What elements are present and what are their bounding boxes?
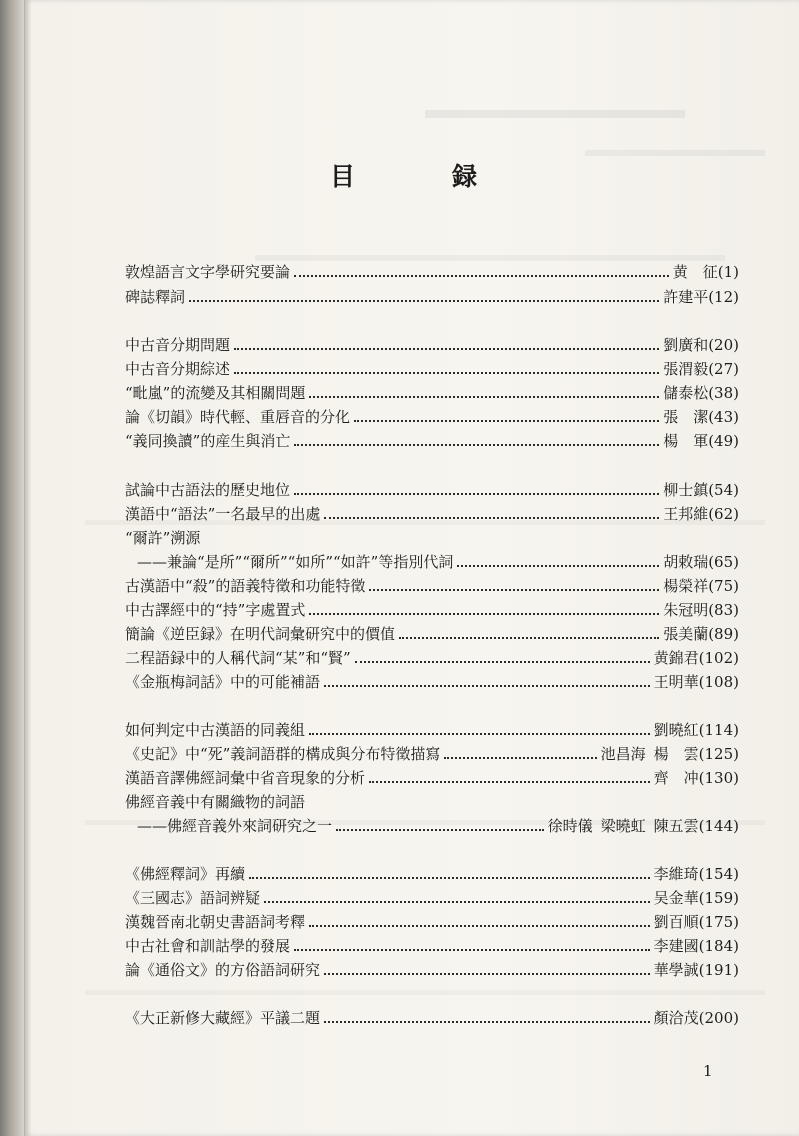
entry-title: 中古音分期綜述 (125, 360, 231, 378)
entry-title: 簡論《逆臣録》在明代詞彙研究中的價值 (125, 625, 396, 643)
leader-dots (309, 911, 650, 927)
entry-author-page: 王明華(108) (653, 673, 739, 691)
toc-entry (125, 333, 739, 357)
leader-dots (354, 406, 659, 422)
toc-entry (125, 260, 739, 284)
entry-author-page: 劉百順(175) (653, 913, 739, 931)
entry-author-page: 儲泰松(38) (663, 384, 739, 402)
entry-author-page: 李建國(184) (653, 937, 739, 955)
entry-title: “爾許”溯源 (125, 529, 201, 547)
entry-author-page: 黄錦君(102) (653, 649, 739, 667)
leader-dots (399, 623, 659, 639)
entry-author-page: 華學誠(191) (653, 961, 739, 979)
bleed-through-mark (85, 990, 765, 995)
entry-title: 《史記》中“死”義詞語群的構成與分布特徵描寫 (125, 745, 441, 763)
toc-entry (125, 429, 739, 453)
entry-coauthor: 梁曉虹 (600, 817, 646, 835)
entry-author-page: 楊 雲(125) (653, 745, 739, 763)
entry-title: 中古譯經中的“持”字處置式 (125, 601, 306, 619)
entry-title: 中古音分期問題 (125, 336, 231, 354)
entry-subtitle: ——佛經音義外來詞研究之一 (137, 817, 333, 835)
leader-dots (336, 815, 544, 831)
leader-dots (264, 887, 650, 903)
entry-author-page: 劉曉紅(114) (653, 721, 739, 739)
toc-entry (125, 285, 739, 309)
leader-dots (294, 430, 659, 446)
entry-title: 佛經音義中有關織物的詞語 (125, 793, 306, 811)
entry-author-page: 張 潔(43) (663, 408, 739, 426)
entry-title: “義同換讀”的産生與消亡 (125, 432, 291, 450)
leader-dots (457, 551, 659, 567)
entry-title: 漢語中“語法”一名最早的出處 (125, 505, 321, 523)
toc-entry (125, 405, 739, 429)
entry-coauthor: 徐時儀 (547, 817, 593, 835)
entry-author-page: 柳士鎮(54) (663, 481, 739, 499)
entry-title: 中古社會和訓詁學的發展 (125, 937, 291, 955)
toc-entry (137, 814, 739, 838)
leader-dots (234, 358, 659, 374)
entry-author-page: 劉廣和(20) (663, 336, 739, 354)
entry-author-page: 黄 征(1) (672, 263, 739, 281)
toc-entry (125, 646, 739, 670)
entry-title: 漢魏晉南北朝史書語詞考釋 (125, 913, 306, 931)
entry-author-page: 朱冠明(83) (663, 601, 739, 619)
entry-title: 碑誌釋詞 (125, 288, 186, 306)
entry-author-page: 張渭毅(27) (663, 360, 739, 378)
leader-dots (324, 503, 659, 519)
page-number: 1 (703, 1062, 713, 1080)
leader-dots (309, 599, 659, 615)
leader-dots (294, 935, 650, 951)
entry-author-page: 齊 冲(130) (653, 769, 739, 787)
entry-author-page: 楊榮祥(75) (663, 577, 739, 595)
toc-entry (125, 790, 739, 814)
entry-title: 如何判定中古漢語的同義組 (125, 721, 306, 739)
entry-subtitle: ——兼論“是所”“爾所”“如所”“如許”等指別代詞 (137, 553, 454, 571)
entry-title: 論《切韻》時代輕、重唇音的分化 (125, 408, 351, 426)
toc-entry (125, 742, 739, 766)
entry-title: 敦煌語言文字學研究要論 (125, 263, 291, 281)
toc-entry (125, 886, 739, 910)
leader-dots (309, 719, 650, 735)
toc-entry (125, 381, 739, 405)
entry-title: 試論中古語法的歷史地位 (125, 481, 291, 499)
entry-title: “毗嵐”的流變及其相關問題 (125, 384, 306, 402)
leader-dots (444, 743, 596, 759)
leader-dots (234, 334, 659, 350)
toc-entry (125, 766, 739, 790)
entry-author-page: 陳五雲(144) (653, 817, 739, 835)
entry-author-page: 李維琦(154) (653, 865, 739, 883)
entry-author-page: 楊 軍(49) (663, 432, 739, 450)
leader-dots (309, 382, 659, 398)
bleed-through-mark (425, 110, 685, 118)
toc-entry (125, 718, 739, 742)
toc-entry (125, 502, 739, 526)
page-binding-edge (0, 0, 24, 1136)
entry-author-page: 王邦維(62) (663, 505, 739, 523)
toc-entry (125, 910, 739, 934)
leader-dots (324, 959, 650, 975)
entry-title: 二程語録中的人稱代詞“某”和“賢” (125, 649, 351, 667)
toc-entry (125, 526, 739, 550)
leader-dots (189, 286, 659, 302)
entry-title: 論《通俗文》的方俗語詞研究 (125, 961, 321, 979)
toc-entry (137, 550, 739, 574)
toc-entry (125, 622, 739, 646)
toc-entry (125, 862, 739, 886)
entry-title: 《三國志》語詞辨疑 (125, 889, 261, 907)
leader-dots (324, 671, 650, 687)
entry-author-page: 許建平(12) (663, 288, 739, 306)
toc-entry (125, 357, 739, 381)
toc-entry (125, 934, 739, 958)
toc-entry (125, 478, 739, 502)
entry-title: 《佛經釋詞》再續 (125, 865, 246, 883)
entry-author-page: 吴金華(159) (653, 889, 739, 907)
page-title: 目 録 (329, 162, 513, 191)
book-page (24, 0, 799, 1136)
entry-title: 漢語音譯佛經詞彙中省音現象的分析 (125, 769, 366, 787)
bleed-through-mark (585, 150, 765, 156)
leader-dots (294, 479, 659, 495)
entry-title: 古漢語中“殺”的語義特徵和功能特徵 (125, 577, 366, 595)
entry-author-page: 胡敕瑞(65) (663, 553, 739, 571)
leader-dots (369, 767, 650, 783)
leader-dots (355, 647, 650, 663)
toc-entry (125, 670, 739, 694)
leader-dots (294, 261, 669, 277)
entry-title: 《金瓶梅詞話》中的可能補語 (125, 673, 321, 691)
toc-entry (125, 958, 739, 982)
leader-dots (369, 575, 659, 591)
leader-dots (249, 863, 650, 879)
entry-author-page: 張美蘭(89) (663, 625, 739, 643)
entry-coauthor: 池昌海 (600, 745, 646, 763)
entry-title: 《大正新修大藏經》平議二題 (125, 1009, 321, 1027)
toc-entry (125, 574, 739, 598)
toc-entry (125, 1006, 739, 1030)
toc-entry (125, 598, 739, 622)
entry-author-page: 顏洽茂(200) (653, 1009, 739, 1027)
leader-dots (324, 1007, 650, 1023)
